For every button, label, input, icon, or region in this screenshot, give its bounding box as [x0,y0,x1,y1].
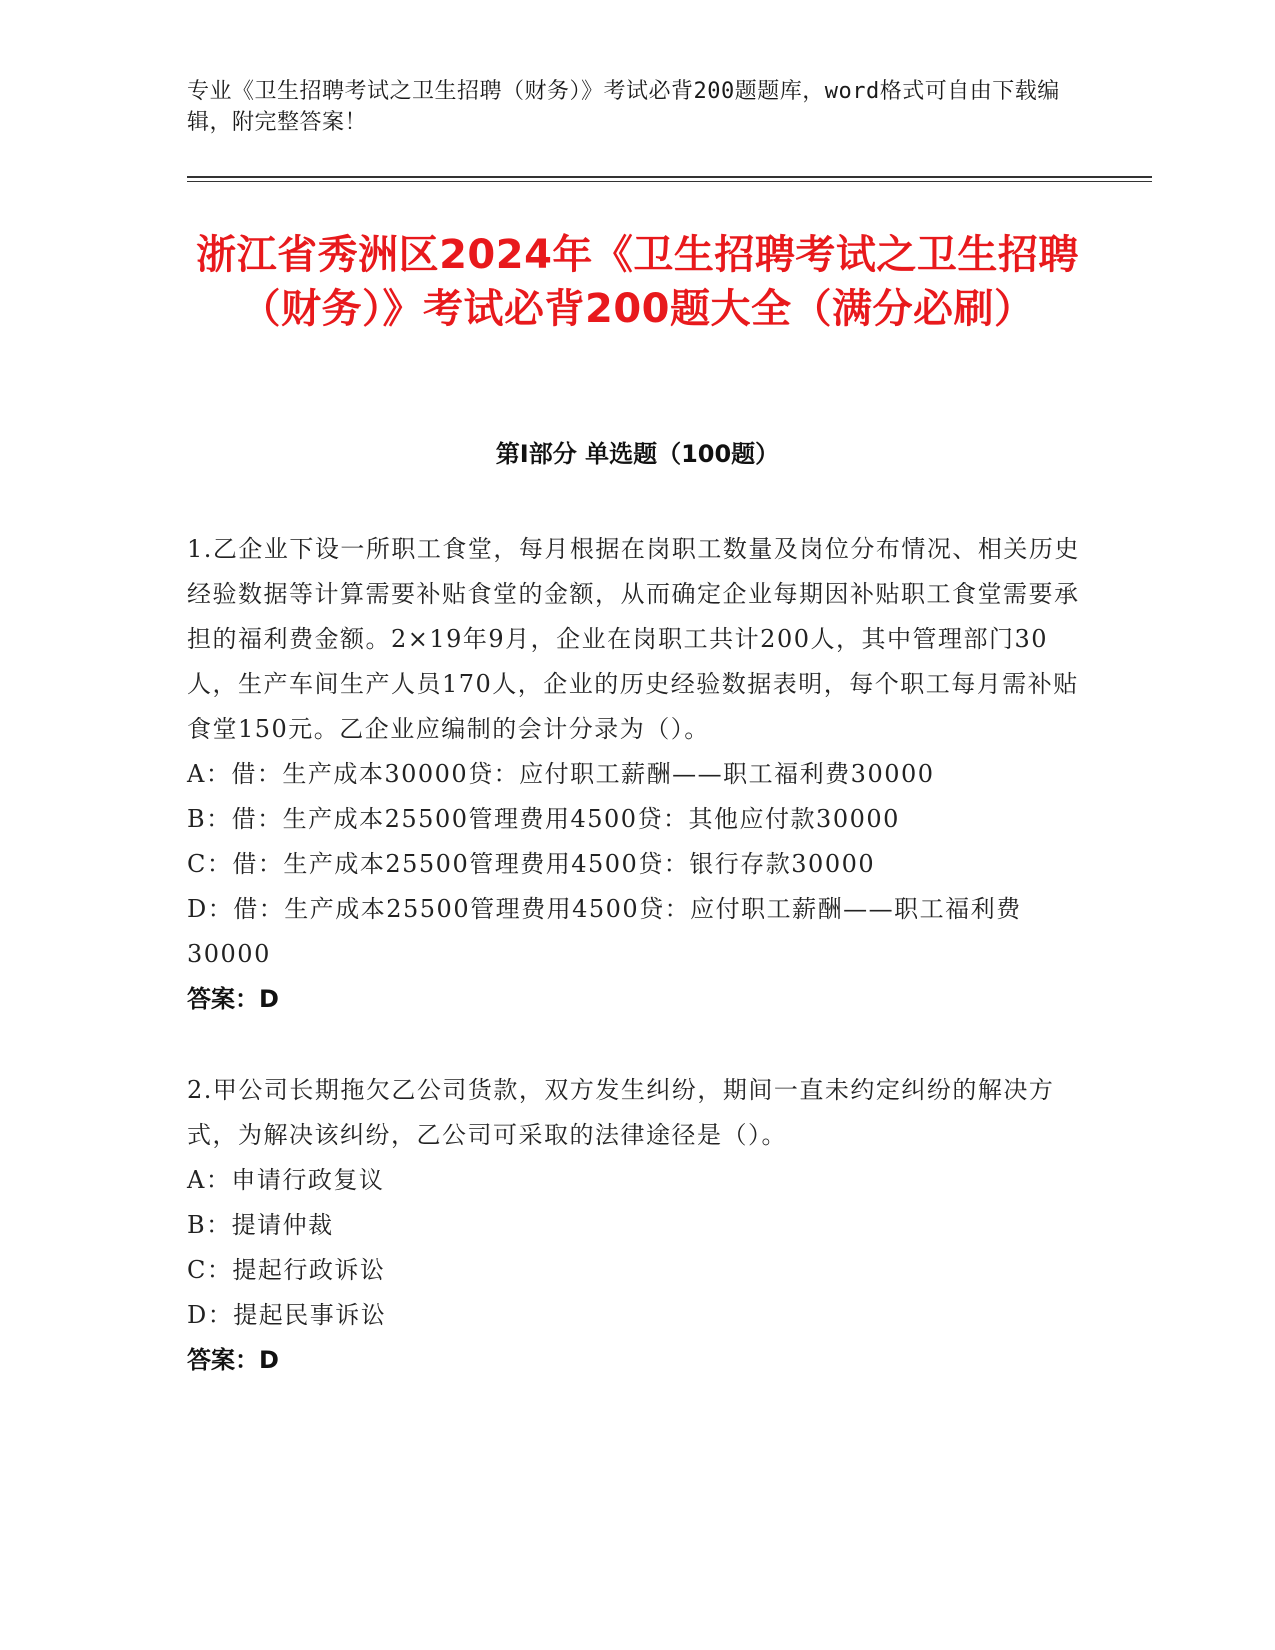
header-divider-thin [187,181,1152,182]
question-list [187,527,1087,1383]
option-d: D：提起民事诉讼 [187,1301,387,1329]
question-2 [187,1068,1087,1383]
answer-label: 答案：D [187,985,279,1013]
option-c: C：借：生产成本25500管理费用4500贷：银行存款30000 [187,850,876,878]
option-a: A：借：生产成本30000贷：应付职工薪酬——职工福利费30000 [187,760,935,788]
option-b: B：提请仲裁 [187,1211,334,1239]
question-stem: 1.乙企业下设一所职工食堂，每月根据在岗职工数量及岗位分布情况、相关历史经验数据等计算需要补贴食堂的金额，从而确定企业每期因补贴职工食堂需要承担的福利费金额。2×19年9月，企业在岗职工共计200人，其中管理部门30人，生产车间生产人员170人，企业的历史经验数据表明，每个职工每月需补贴食堂150元。乙企业应编制的会计分录为（）。 [187,535,1080,743]
header-divider-thick [187,176,1152,178]
option-d: D：借：生产成本25500管理费用4500贷：应付职工薪酬——职工福利费30000 [187,895,1022,968]
option-c: C：提起行政诉讼 [187,1256,386,1284]
option-b: B：借：生产成本25500管理费用4500贷：其他应付款30000 [187,805,900,833]
question-stem: 2.甲公司长期拖欠乙公司货款，双方发生纠纷，期间一直未约定纠纷的解决方式，为解决该纠纷，乙公司可采取的法律途径是（）。 [187,1076,1055,1149]
section-title: 第Ⅰ部分 单选题（100题） [495,440,780,468]
question-1 [187,527,1087,1022]
document-title: 浙江省秀洲区2024年《卫生招聘考试之卫生招聘（财务）》考试必背200题大全（满分必刷） [196,232,1079,332]
header-note: 专业《卫生招聘考试之卫生招聘（财务）》考试必背200题题库，word格式可自由下载编辑，附完整答案！ [187,79,1060,135]
option-a: A：申请行政复议 [187,1166,385,1194]
answer-label: 答案：D [187,1346,279,1374]
